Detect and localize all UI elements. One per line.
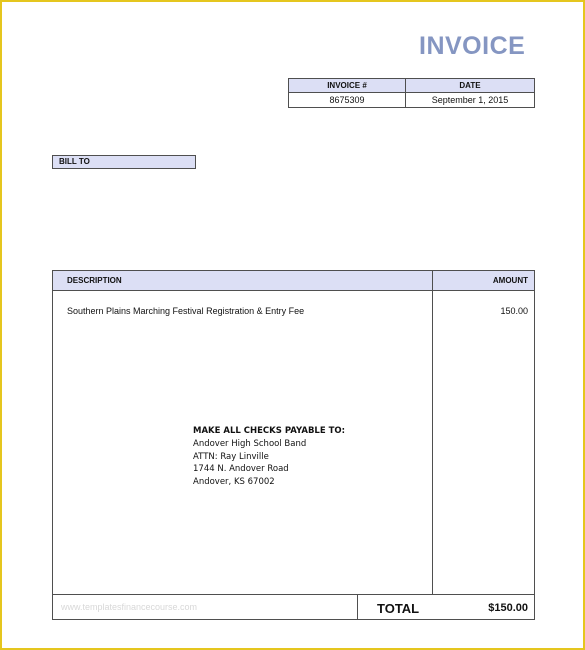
line-item-amount: 150.00 <box>500 306 528 316</box>
payment-instructions <box>193 425 345 489</box>
items-table-header <box>53 271 534 291</box>
invoice-meta-header-row <box>289 79 534 93</box>
payable-line: Andover High School Band <box>193 438 307 449</box>
payable-line: ATTN: Ray Linville <box>193 451 269 462</box>
payable-title: MAKE ALL CHECKS PAYABLE TO: <box>193 426 346 436</box>
total-label: TOTAL <box>377 601 420 616</box>
payable-line: 1744 N. Andover Road <box>193 464 289 475</box>
invoice-meta-value-row <box>289 93 534 107</box>
invoice-meta-table <box>288 78 535 108</box>
invoice-date-label: DATE <box>459 81 481 90</box>
amount-header: AMOUNT <box>492 276 528 285</box>
total-amount: $150.00 <box>488 602 528 614</box>
total-divider <box>357 595 358 620</box>
invoice-number-label: INVOICE # <box>289 79 406 92</box>
invoice-number-value: 8675309 <box>289 93 406 107</box>
invoice-title: INVOICE <box>419 32 526 60</box>
watermark-text: www.templatesfinancecourse.com <box>61 602 198 612</box>
column-divider <box>432 271 433 594</box>
invoice-date-value: September 1, 2015 <box>431 95 509 105</box>
line-item-description: Southern Plains Marching Festival Registration & Entry Fee <box>67 306 305 316</box>
description-header: DESCRIPTION <box>67 276 122 285</box>
items-table <box>52 270 535 620</box>
total-row <box>53 594 534 620</box>
bill-to-label: BILL TO <box>52 155 196 169</box>
payable-line: Andover, KS 67002 <box>193 477 275 488</box>
invoice-document <box>2 2 583 648</box>
